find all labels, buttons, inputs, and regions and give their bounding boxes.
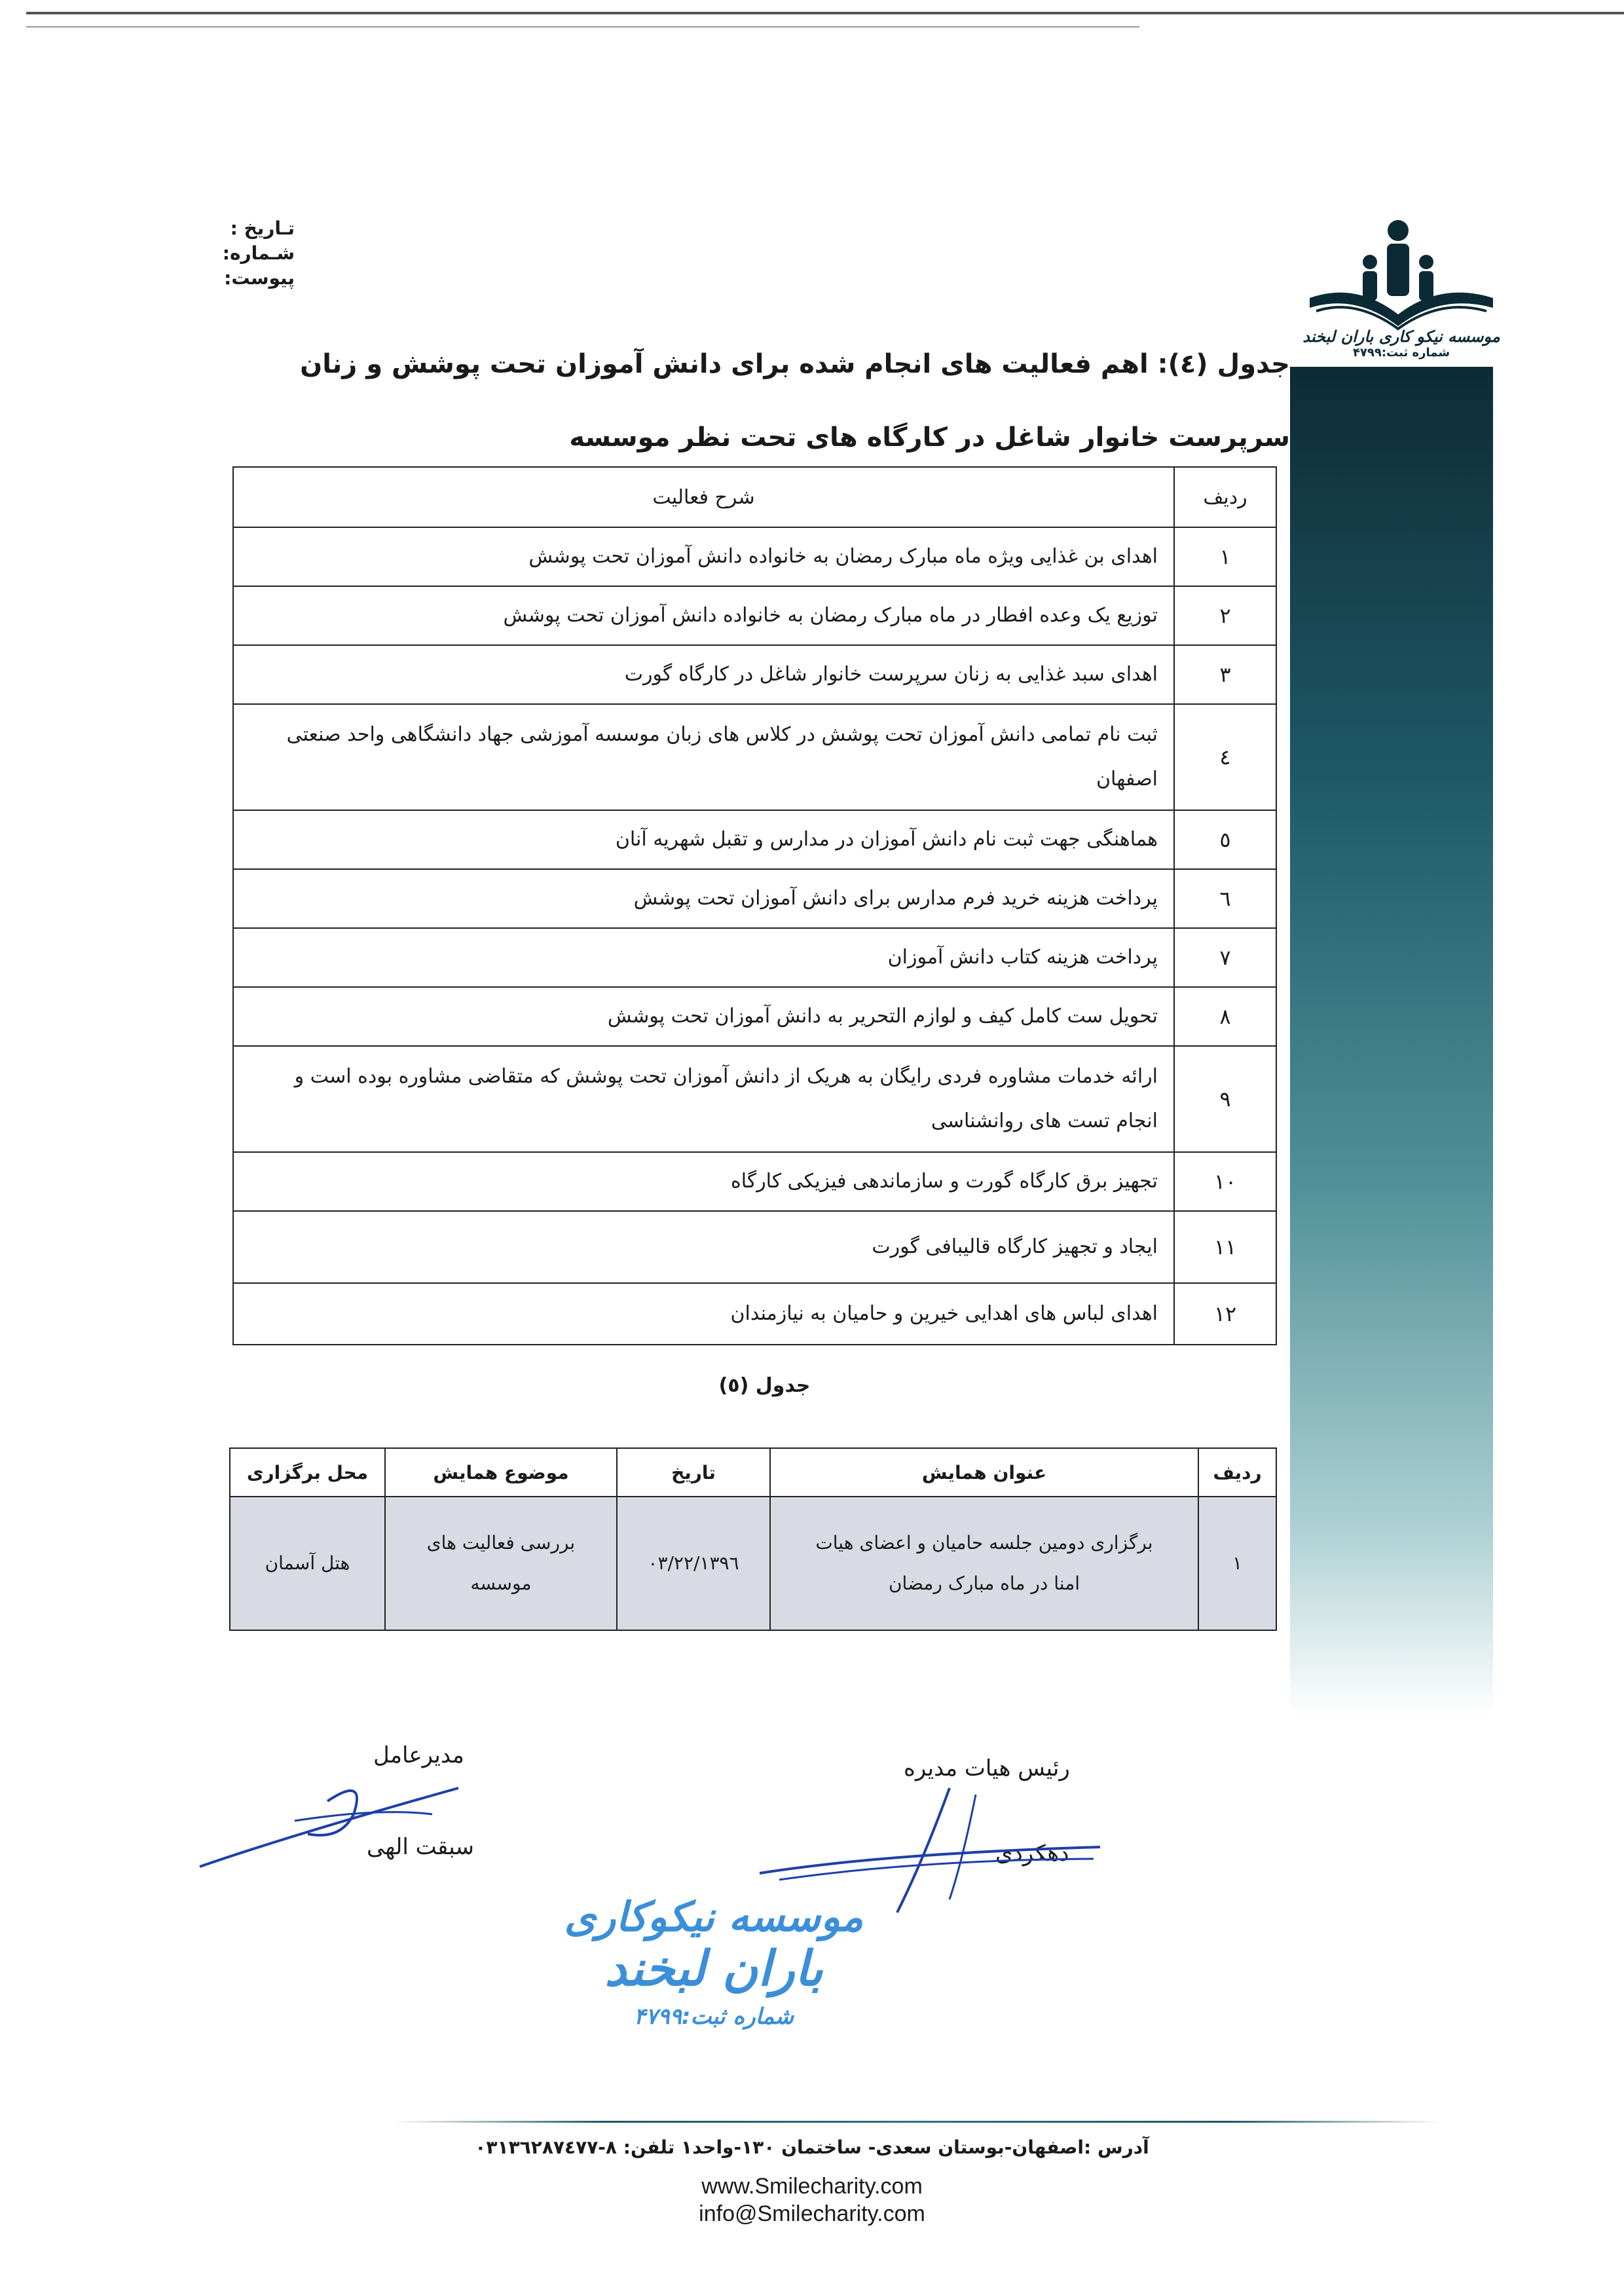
top-rule	[26, 12, 1624, 14]
row-description: پرداخت هزینه کتاب دانش آموزان	[233, 928, 1174, 987]
col-row-header: ردیف	[1198, 1448, 1276, 1497]
row-description: توزیع یک وعده افطار در ماه مبارک رمضان به خانواده دانش آموزان تحت پوشش	[233, 586, 1174, 645]
row-description: هماهنگی جهت ثبت نام دانش آموزان در مدارس و تقبل شهریه آنان	[233, 810, 1174, 869]
table-row	[233, 810, 1276, 869]
row-description: تجهیز برق کارگاه گورت و سازماندهی فیزیکی کارگاه	[233, 1152, 1174, 1211]
table-row	[233, 527, 1276, 586]
row-number: ۲	[1174, 586, 1276, 645]
ceo-signature-icon	[196, 1762, 471, 1880]
footer-email[interactable]: info@Smilecharity.com	[699, 2201, 925, 2226]
conference-date: ۱۳۹٦/۰۳/۲۲	[617, 1497, 770, 1630]
logo-text	[1297, 327, 1506, 360]
row-description: اهدای لباس های اهدایی خیرین و حامیان به نیازمندان	[233, 1283, 1174, 1345]
table-row	[233, 869, 1276, 928]
row-number: ۷	[1174, 928, 1276, 987]
table-row	[233, 987, 1276, 1046]
table-row	[233, 1211, 1276, 1283]
top-rule-thin	[26, 26, 1139, 28]
row-description: ارائه خدمات مشاوره فردی رایگان به هریک از دانش آموزان تحت پوشش که متقاضی مشاوره بوده است و انجام تست های روانشناسی	[233, 1046, 1174, 1152]
conference-topic: بررسی فعالیت های موسسه	[385, 1497, 617, 1630]
row-number: ٥	[1174, 810, 1276, 869]
organization-stamp	[550, 1893, 877, 2030]
stamp-line3: شماره ثبت:۴۷۹۹	[633, 2004, 794, 2030]
row-description: اهدای سبد غذایی به زنان سرپرست خانوار شاغل در کارگاه گورت	[233, 645, 1174, 704]
footer-address: آدرس :اصفهان-بوستان سعدی- ساختمان ۱۳۰-واحد۱ تلفن: ۸-۰۳۱۳٦۲۸۷٤۷۷	[475, 2136, 1149, 2158]
logo-name: موسسه نیکو کاری باران لبخند	[1302, 327, 1500, 346]
table-row	[233, 1152, 1276, 1211]
date-label: تـاریخ :	[230, 217, 295, 239]
number-label: شـماره:	[222, 242, 295, 264]
row-number: ٤	[1174, 704, 1276, 810]
row-description: ثبت نام تمامی دانش آموزان تحت پوشش در کلاس های زبان موسسه آموزشی جهاد دانشگاهی واحد صنعتی اصفهان	[233, 704, 1174, 810]
table-row	[233, 586, 1276, 645]
row-description: اهدای بن غذایی ویژه ماه مبارک رمضان به خانواده دانش آموزان تحت پوشش	[233, 527, 1174, 586]
conference-table	[229, 1447, 1277, 1631]
col-title-header: عنوان همایش	[770, 1448, 1198, 1497]
footer	[0, 2136, 1624, 2228]
table-row	[230, 1497, 1276, 1630]
activities-table	[232, 466, 1277, 1345]
table-row	[233, 1046, 1276, 1152]
footer-rule	[393, 2121, 1441, 2123]
table-row	[233, 928, 1276, 987]
row-number: ۱	[1174, 527, 1276, 586]
row-number: ۳	[1174, 645, 1276, 704]
table-header-row	[230, 1448, 1276, 1497]
row-number: ۱	[1198, 1497, 1276, 1630]
stamp-line2: باران لبخند	[604, 1941, 823, 1997]
table4-caption: جدول (٤): اهم فعالیت های انجام شده برای دانش آموزان تحت پوشش و زنان سرپرست خانوار شاغل در کارگاه های تحت نظر موسسه	[300, 349, 1290, 453]
stamp-line1: موسسه نیکوکاری	[564, 1893, 864, 1941]
ceo-title: مدیرعامل	[373, 1742, 464, 1768]
attachment-label: پیوست:	[224, 267, 295, 289]
board-chair-name: دهکردی	[995, 1840, 1069, 1867]
footer-website[interactable]: www.Smilecharity.com	[701, 2174, 923, 2199]
conference-title: برگزاری دومین جلسه حامیان و اعضای هیات امنا در ماه مبارک رمضان	[770, 1497, 1198, 1630]
col-row-header: ردیف	[1174, 467, 1276, 527]
row-description: ایجاد و تجهیز کارگاه قالیبافی گورت	[233, 1211, 1174, 1283]
row-number: ٦	[1174, 869, 1276, 928]
col-topic-header: موضوع همایش	[385, 1448, 617, 1497]
row-number: ۱۱	[1174, 1211, 1276, 1283]
table-row	[233, 645, 1276, 704]
conference-venue: هتل آسمان	[230, 1497, 385, 1630]
table-row	[233, 1283, 1276, 1345]
row-number: ۱۰	[1174, 1152, 1276, 1211]
board-chair-title: رئیس هیات مدیره	[904, 1755, 1070, 1782]
row-number: ۱۲	[1174, 1283, 1276, 1345]
table-header-row	[233, 467, 1276, 527]
logo-registration: شماره ثبت:۴۷۹۹	[1352, 346, 1450, 360]
row-description: پرداخت هزینه خرید فرم مدارس برای دانش آموزان تحت پوشش	[233, 869, 1174, 928]
table5-caption: جدول (٥)	[718, 1374, 811, 1397]
col-date-header: تاریخ	[617, 1448, 770, 1497]
table-row	[233, 704, 1276, 810]
row-number: ۸	[1174, 987, 1276, 1046]
ceo-name: سبقت الهی	[367, 1834, 474, 1860]
col-venue-header: محل برگزاری	[230, 1448, 385, 1497]
row-number: ۹	[1174, 1046, 1276, 1152]
row-description: تحویل ست کامل کیف و لوازم التحریر به دانش آموزان تحت پوشش	[233, 987, 1174, 1046]
header-fields	[164, 216, 295, 291]
col-desc-header: شرح فعالیت	[233, 467, 1174, 527]
side-color-band	[1290, 367, 1493, 1716]
